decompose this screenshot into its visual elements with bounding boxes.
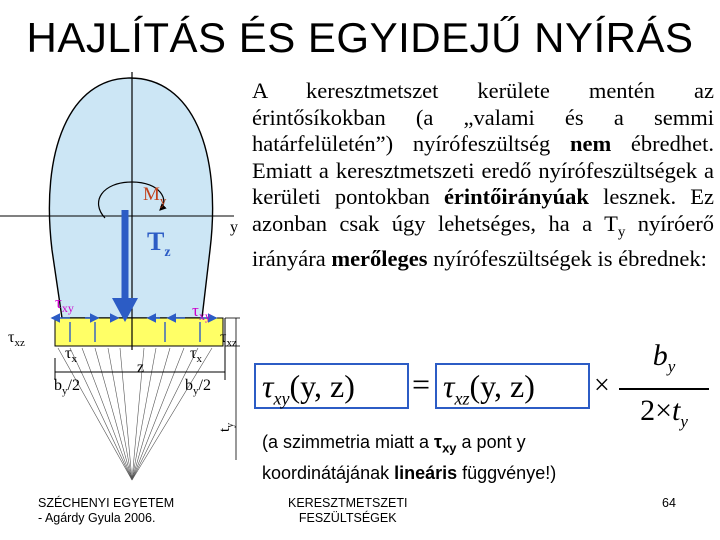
footer-topic: KERESZTMETSZETI FESZÜLTSÉGEK [288,496,408,525]
cross-section-shape [49,78,212,318]
formula-times: × [594,370,610,401]
page-title: HAJLÍTÁS ÉS EGYIDEJŰ NYÍRÁS [26,14,694,61]
by2-left-label: $b_y/2$ [54,377,80,397]
symmetry-note: (a szimmetria miatt a $\tau_{xy}$ a pont y koordinátájának lineáris függvénye!) [262,432,557,483]
page-number: 64 [662,496,676,510]
formula-lhs-box: $\tau_{xy}(y$, z) [254,363,409,409]
tau-xz-right-label: $\tau_{xz}$ [220,329,237,349]
ty-label: $t_y$ [217,422,236,432]
shear-force-label: $T_z$ [147,227,171,260]
cross-section-diagram [0,60,250,540]
by2-right-label: $b_y/2$ [185,377,211,397]
fan-lines [58,348,212,480]
shear-formula [254,339,714,431]
formula-fraction [619,337,709,441]
formula-equals: = [412,366,431,402]
tau-xy-left-label: $\tau_{xy}$ [55,293,74,315]
moment-label: $M_y$ [143,184,167,208]
flange-strip [55,318,223,346]
tau-xz-left-label: $\tau_{xz}$ [8,329,25,349]
tau-x-left-label: $\tau_x$ [65,345,77,365]
tau-xy-right-label: $\tau_{xy}$ [192,301,211,323]
fraction-denominator: $2\times t_y$ [640,394,688,431]
footer-university: SZÉCHENYI EGYETEM - Agárdy Gyula 2006. [38,496,175,525]
formula-rhs-box: $\tau_{xz}(y$, z) [435,363,590,409]
fraction-numerator: $b_y$ [652,339,676,376]
explanation-paragraph: A keresztmetszet kerülete mentén az érintősíkokban (a „valami és a semmi határfelületén”) nyírófeszültség nem ébredhet. Emiatt a keresztmetszeti eredő nyírófeszültségek a kerületi pontokban érintőirányúak lesznek. Ez azonban csak úgy lehetséges, ha a $T_y$ nyíróerő irányára merőleges nyírófeszültségek is ébrednek: [252,78,714,271]
axis-z-label: z [137,359,145,376]
tau-x-right-label: $\tau_x$ [190,345,202,365]
fraction-bar [619,388,709,390]
axis-y-label: y [230,219,238,236]
